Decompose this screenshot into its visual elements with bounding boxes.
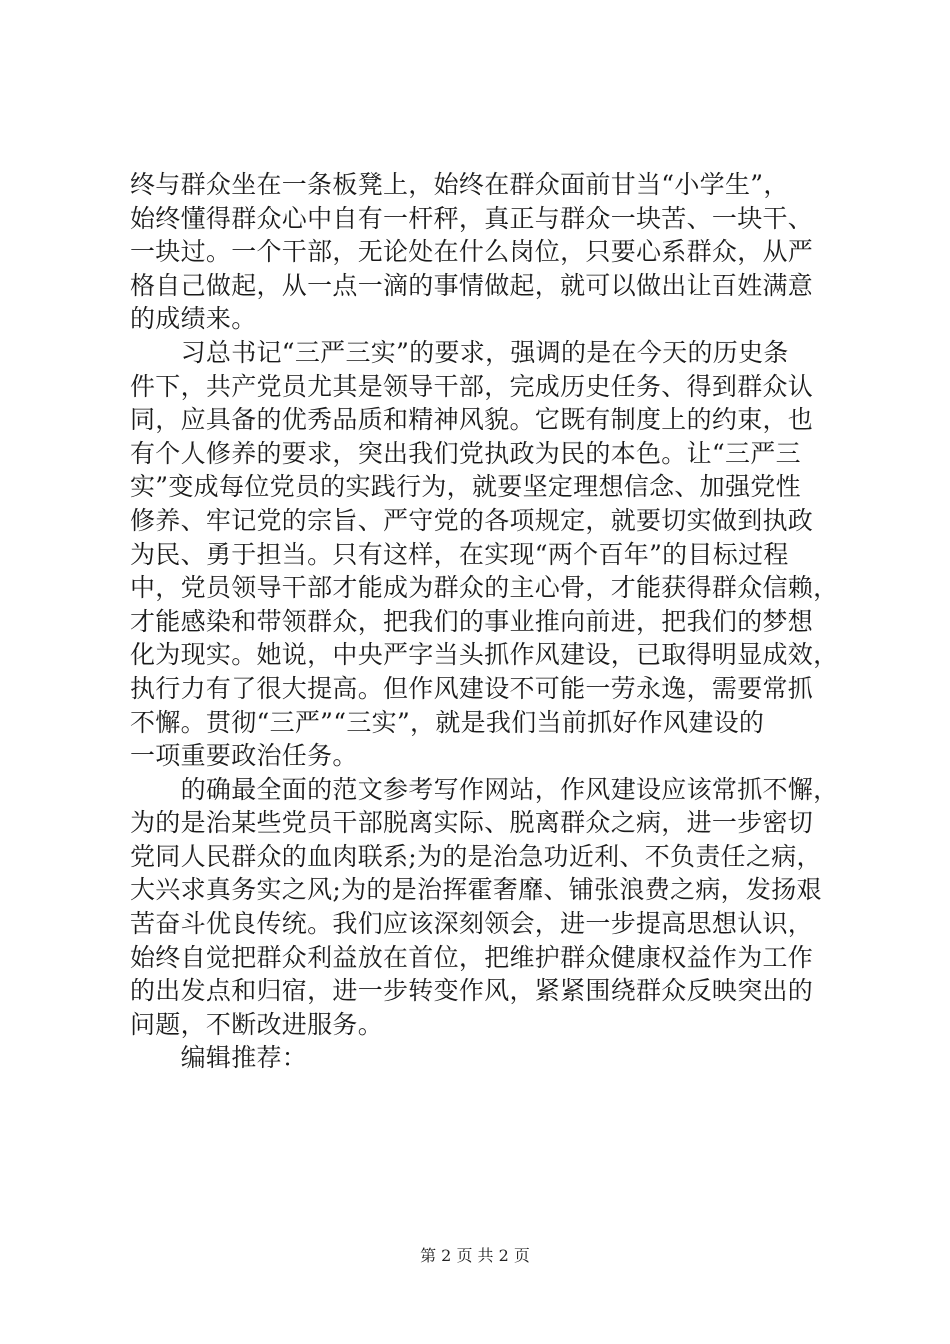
text-line: 始终懂得群众心中自有一杆秤，真正与群众一块苦、一块干、 bbox=[130, 203, 814, 233]
text-line: 不懈。贯彻“三严”“三实”，就是我们当前抓好作风建设的 bbox=[130, 707, 765, 737]
text-line: 同，应具备的优秀品质和精神风貌。它既有制度上的约束，也 bbox=[130, 405, 814, 435]
text-line: 修养、牢记党的宗旨、严守党的各项规定，就要切实做到执政 bbox=[130, 505, 814, 535]
text-line: 为的是治某些党员干部脱离实际、脱离群众之病，进一步密切 bbox=[130, 808, 814, 838]
text-line: 的确最全面的范文参考写作网站，作风建设应该常抓不懈， bbox=[130, 774, 839, 804]
page-number-footer: 第 2 页 共 2 页 bbox=[420, 1246, 530, 1265]
text-line: 件下，共产党员尤其是领导干部，完成历史任务、得到群众认 bbox=[130, 371, 814, 401]
document-body bbox=[130, 168, 839, 1075]
text-line: 党同人民群众的血肉联系;为的是治急功近利、不负责任之病， bbox=[130, 841, 822, 871]
text-line: 一项重要政治任务。 bbox=[130, 741, 358, 771]
text-line: 执行力有了很大提高。但作风建设不可能一劳永逸，需要常抓 bbox=[130, 673, 814, 703]
text-line: 才能感染和带领群众，把我们的事业推向前进，把我们的梦想 bbox=[130, 606, 814, 636]
text-line: 习总书记“三严三实”的要求，强调的是在今天的历史条 bbox=[130, 337, 789, 367]
text-line: 化为现实。她说，中央严字当头抓作风建设，已取得明显成效， bbox=[130, 640, 839, 670]
text-line: 有个人修养的要求，突出我们党执政为民的本色。让“三严三 bbox=[130, 438, 801, 468]
text-line: 始终自觉把群众利益放在首位，把维护群众健康权益作为工作 bbox=[130, 942, 814, 972]
text-line: 苦奋斗优良传统。我们应该深刻领会，进一步提高思想认识， bbox=[130, 909, 814, 939]
text-line: 实”变成每位党员的实践行为，就要坚定理想信念、加强党性 bbox=[130, 472, 801, 502]
text-line: 终与群众坐在一条板凳上，始终在群众面前甘当“小学生”， bbox=[130, 170, 789, 199]
text-line: 的出发点和归宿，进一步转变作风，紧紧围绕群众反映突出的 bbox=[130, 976, 814, 1006]
text-line: 编辑推荐： bbox=[130, 1043, 308, 1073]
text-line: 格自己做起，从一点一滴的事情做起，就可以做出让百姓满意 bbox=[130, 270, 814, 300]
text-line: 中，党员领导干部才能成为群众的主心骨，才能获得群众信赖， bbox=[130, 573, 839, 603]
text-line: 的成绩来。 bbox=[130, 304, 257, 334]
text-line: 大兴求真务实之风;为的是治挥霍奢靡、铺张浪费之病，发扬艰 bbox=[130, 875, 822, 905]
text-line: 问题，不断改进服务。 bbox=[130, 1009, 384, 1039]
text-line: 一块过。一个干部，无论处在什么岗位，只要心系群众，从严 bbox=[130, 237, 814, 267]
text-line: 为民、勇于担当。只有这样，在实现“两个百年”的目标过程 bbox=[130, 539, 789, 569]
